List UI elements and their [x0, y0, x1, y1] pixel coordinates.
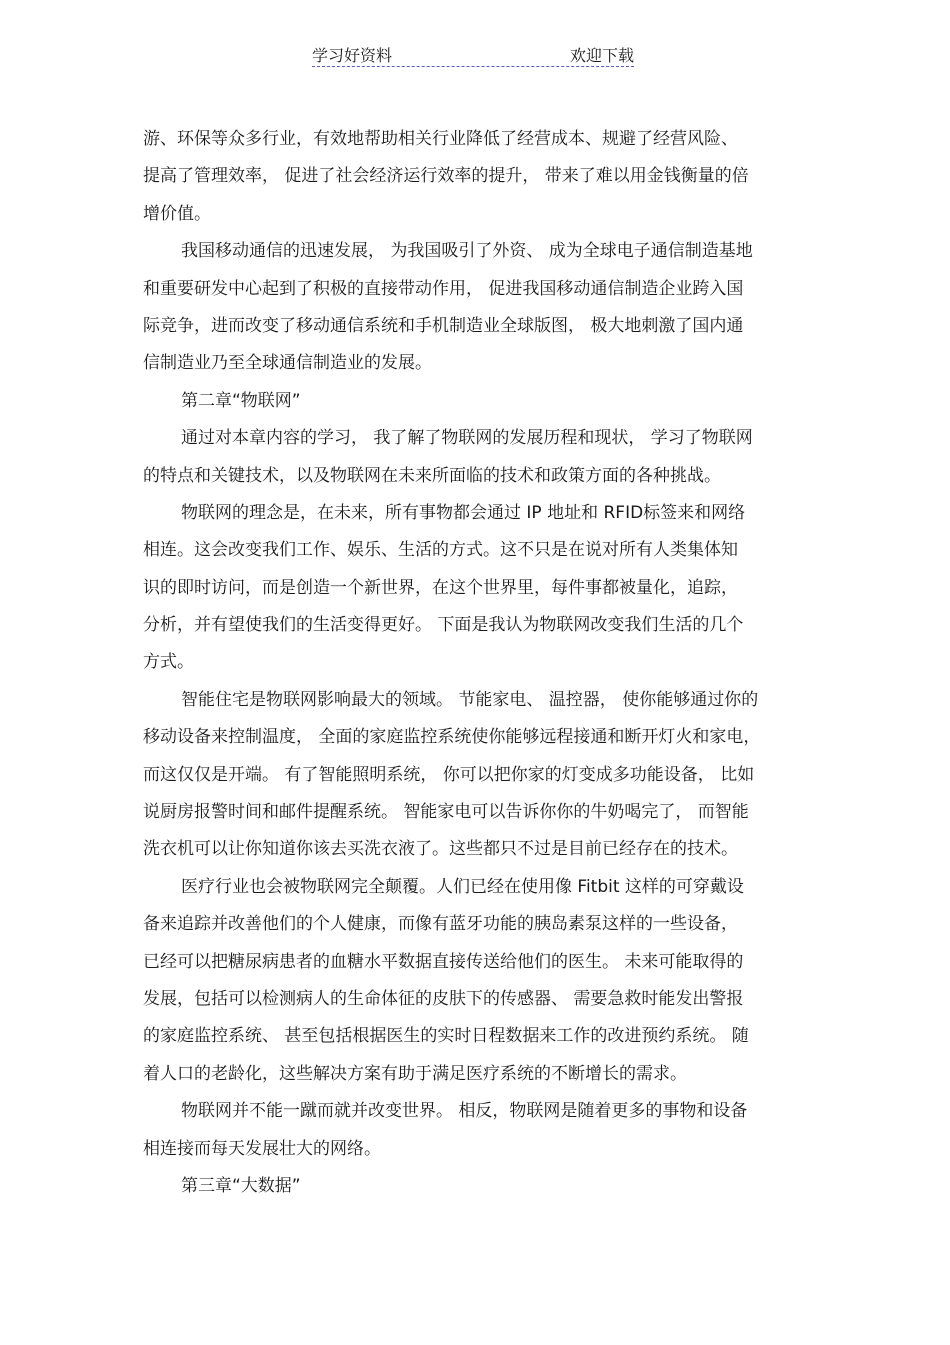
text-line: 增价值。 [143, 203, 211, 224]
text-line: 的特点和关键技术，以及物联网在未来所面临的技术和政策方面的各种挑战。 [143, 465, 721, 486]
text-line: 信制造业乃至全球通信制造业的发展。 [143, 353, 432, 374]
text-line: 游、环保等众多行业，有效地帮助相关行业降低了经营成本、规避了经营风险、 [143, 129, 738, 149]
text-line: 而这仅仅是开端。 有了智能照明系统， 你可以把你家的灯变成多功能设备， 比如 [143, 764, 755, 785]
header-left-text: 学习好资料 [312, 46, 393, 65]
text-line: 第三章“大数据” [181, 1175, 301, 1196]
text-line: 方式。 [143, 652, 194, 673]
page-header [312, 40, 634, 67]
text-line: 通过对本章内容的学习， 我了解了物联网的发展历程和现状， 学习了物联网 [181, 428, 753, 449]
text-line: 和重要研发中心起到了积极的直接带动作用， 促进我国移动通信制造企业跨入国 [143, 278, 744, 299]
text-line: 说厨房报警时间和邮件提醒系统。 智能家电可以告诉你你的牛奶喝完了， 而智能 [143, 802, 749, 823]
text-line: 相连接而每天发展壮大的网络。 [143, 1138, 381, 1159]
text-line: 相连。这会改变我们工作、娱乐、生活的方式。这不只是在说对所有人类集体知 [143, 540, 738, 561]
text-line: 提高了管理效率， 促进了社会经济运行效率的提升， 带来了难以用金钱衡量的倍 [143, 166, 749, 187]
text-line: 物联网并不能一蹴而就并改变世界。 相反，物联网是随着更多的事物和设备 [181, 1101, 748, 1122]
text-line: 第二章“物联网” [181, 390, 301, 411]
text-line: 的家庭监控系统、 甚至包括根据医生的实时日程数据来工作的改进预约系统。 随 [143, 1026, 749, 1047]
text-line: 发展，包括可以检测病人的生命体征的皮肤下的传感器、 需要急救时能发出警报 [143, 988, 744, 1009]
text-line: 医疗行业也会被物联网完全颠覆。人们已经在使用像 Fitbit 这样的可穿戴设 [181, 876, 744, 897]
text-line: 智能住宅是物联网影响最大的领域。 节能家电、 温控器， 使你能够通过你的 [181, 689, 759, 710]
text-line: 物联网的理念是，在未来，所有事物都会通过 IP 地址和 RFID标签来和网络 [181, 502, 746, 523]
text-line: 备来追踪并改善他们的个人健康，而像有蓝牙功能的胰岛素泵这样的一些设备， [143, 914, 738, 935]
text-line: 分析，并有望使我们的生活变得更好。 下面是我认为物联网改变我们生活的几个 [143, 615, 744, 636]
text-line: 识的即时访问，而是创造一个新世界，在这个世界里，每件事都被量化，追踪， [143, 577, 738, 598]
text-line: 我国移动通信的迅速发展， 为我国吸引了外资、 成为全球电子通信制造基地 [181, 241, 753, 262]
text-line: 移动设备来控制温度， 全面的家庭监控系统使你能够远程接通和断开灯火和家电， [143, 727, 761, 748]
text-line: 着人口的老龄化，这些解决方案有助于满足医疗系统的不断增长的需求。 [143, 1063, 687, 1084]
text-line: 际竞争，进而改变了移动通信系统和手机制造业全球版图， 极大地刺激了国内通 [143, 315, 744, 336]
text-line: 已经可以把糖尿病患者的血糖水平数据直接传送给他们的医生。 未来可能取得的 [143, 951, 744, 972]
text-line: 洗衣机可以让你知道你该去买洗衣液了。这些都只不过是目前已经存在的技术。 [143, 839, 738, 860]
document-body [143, 121, 811, 1205]
header-right-text: 欢迎下载 [569, 46, 634, 65]
